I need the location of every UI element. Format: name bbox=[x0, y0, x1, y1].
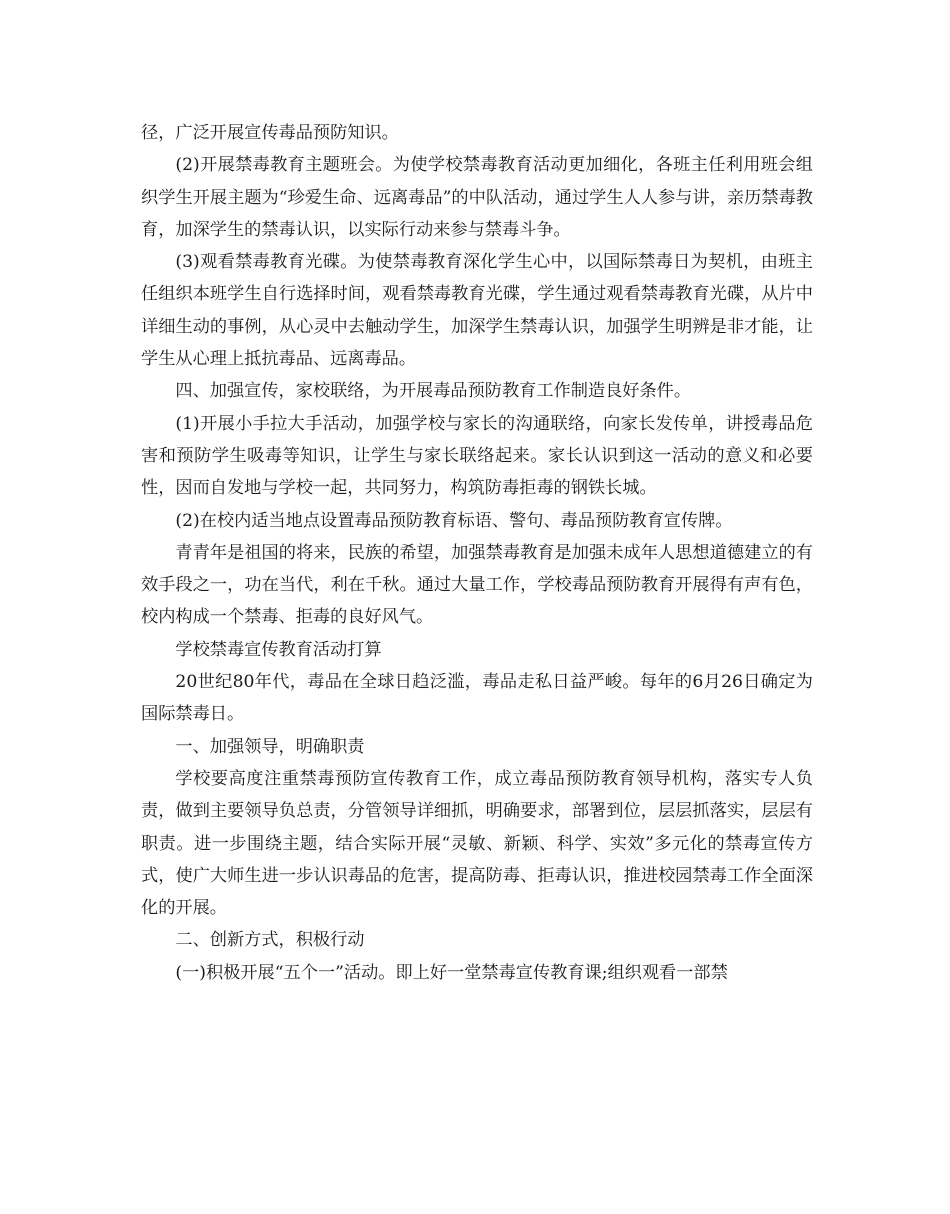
paragraph-intro-drug-day: 20世纪80年代，毒品在全球日趋泛滥，毒品走私日益严峻。每年的6月26日确定为国际禁毒日。 bbox=[141, 672, 813, 725]
document-body bbox=[141, 117, 813, 989]
paragraph-slogans: (2)在校内适当地点设置毒品预防教育标语、警句、毒品预防教育宣传牌。 bbox=[175, 510, 733, 531]
heading-leadership: 一、加强领导，明确职责 bbox=[175, 736, 365, 757]
section-title-plan: 学校禁毒宣传教育活动打算 bbox=[175, 639, 382, 660]
paragraph-watch-disc: (3)观看禁毒教育光碟。为使禁毒教育深化学生心中，以国际禁毒日为契机，由班主任组织本班学生自行选择时间，观看禁毒教育光碟，学生通过观看禁毒教育光碟，从片中详细生动的事例，从心灵中去触动学生，加深学生禁毒认识，加强学生明辨是非才能，让学生从心理上抵抗毒品、远离毒品。 bbox=[141, 252, 813, 370]
paragraph-small-hand-big-hand: (1)开展小手拉大手活动，加强学校与家长的沟通联络，向家长发传单，讲授毒品危害和预防学生吸毒等知识，让学生与家长联络起来。家长认识到这一活动的意义和必要性，因而自发地与学校一起，共同努力，构筑防毒拒毒的钢铁长城。 bbox=[141, 413, 813, 499]
paragraph-leadership-body: 学校要高度注重禁毒预防宣传教育工作，成立毒品预防教育领导机构，落实专人负责，做到主要领导负总责，分管领导详细抓，明确要求，部署到位，层层抓落实，层层有职责。进一步围绕主题，结合实际开展“灵敏、新颖、科学、实效”多元化的禁毒宣传方式，使广大师生进一步认识毒品的危害，提高防毒、拒毒认识，推进校园禁毒工作全面深化的开展。 bbox=[141, 768, 813, 919]
paragraph-youth-future: 青青年是祖国的将来，民族的希望，加强禁毒教育是加强未成年人思想道德建立的有效手段之一，功在当代，利在千秋。通过大量工作，学校毒品预防教育开展得有声有色，校内构成一个禁毒、拒毒的良好风气。 bbox=[141, 542, 813, 628]
heading-strengthen-publicity: 四、加强宣传，家校联络，为开展毒品预防教育工作制造良好条件。 bbox=[175, 381, 692, 402]
paragraph-theme-class-meeting: (2)开展禁毒教育主题班会。为使学校禁毒教育活动更加细化，各班主任利用班会组织学生开展主题为“珍爱生命、远离毒品”的中队活动，通过学生人人参与讲，亲历禁毒教育，加深学生的禁毒认识，以实际行动来参与禁毒斗争。 bbox=[141, 155, 813, 240]
paragraph-five-ones: (一)积极开展“五个一”活动。即上好一堂禁毒宣传教育课;组织观看一部禁 bbox=[175, 962, 728, 983]
heading-innovate: 二、创新方式，积极行动 bbox=[175, 930, 365, 951]
paragraph-continuation: 径，广泛开展宣传毒品预防知识。 bbox=[141, 123, 399, 143]
